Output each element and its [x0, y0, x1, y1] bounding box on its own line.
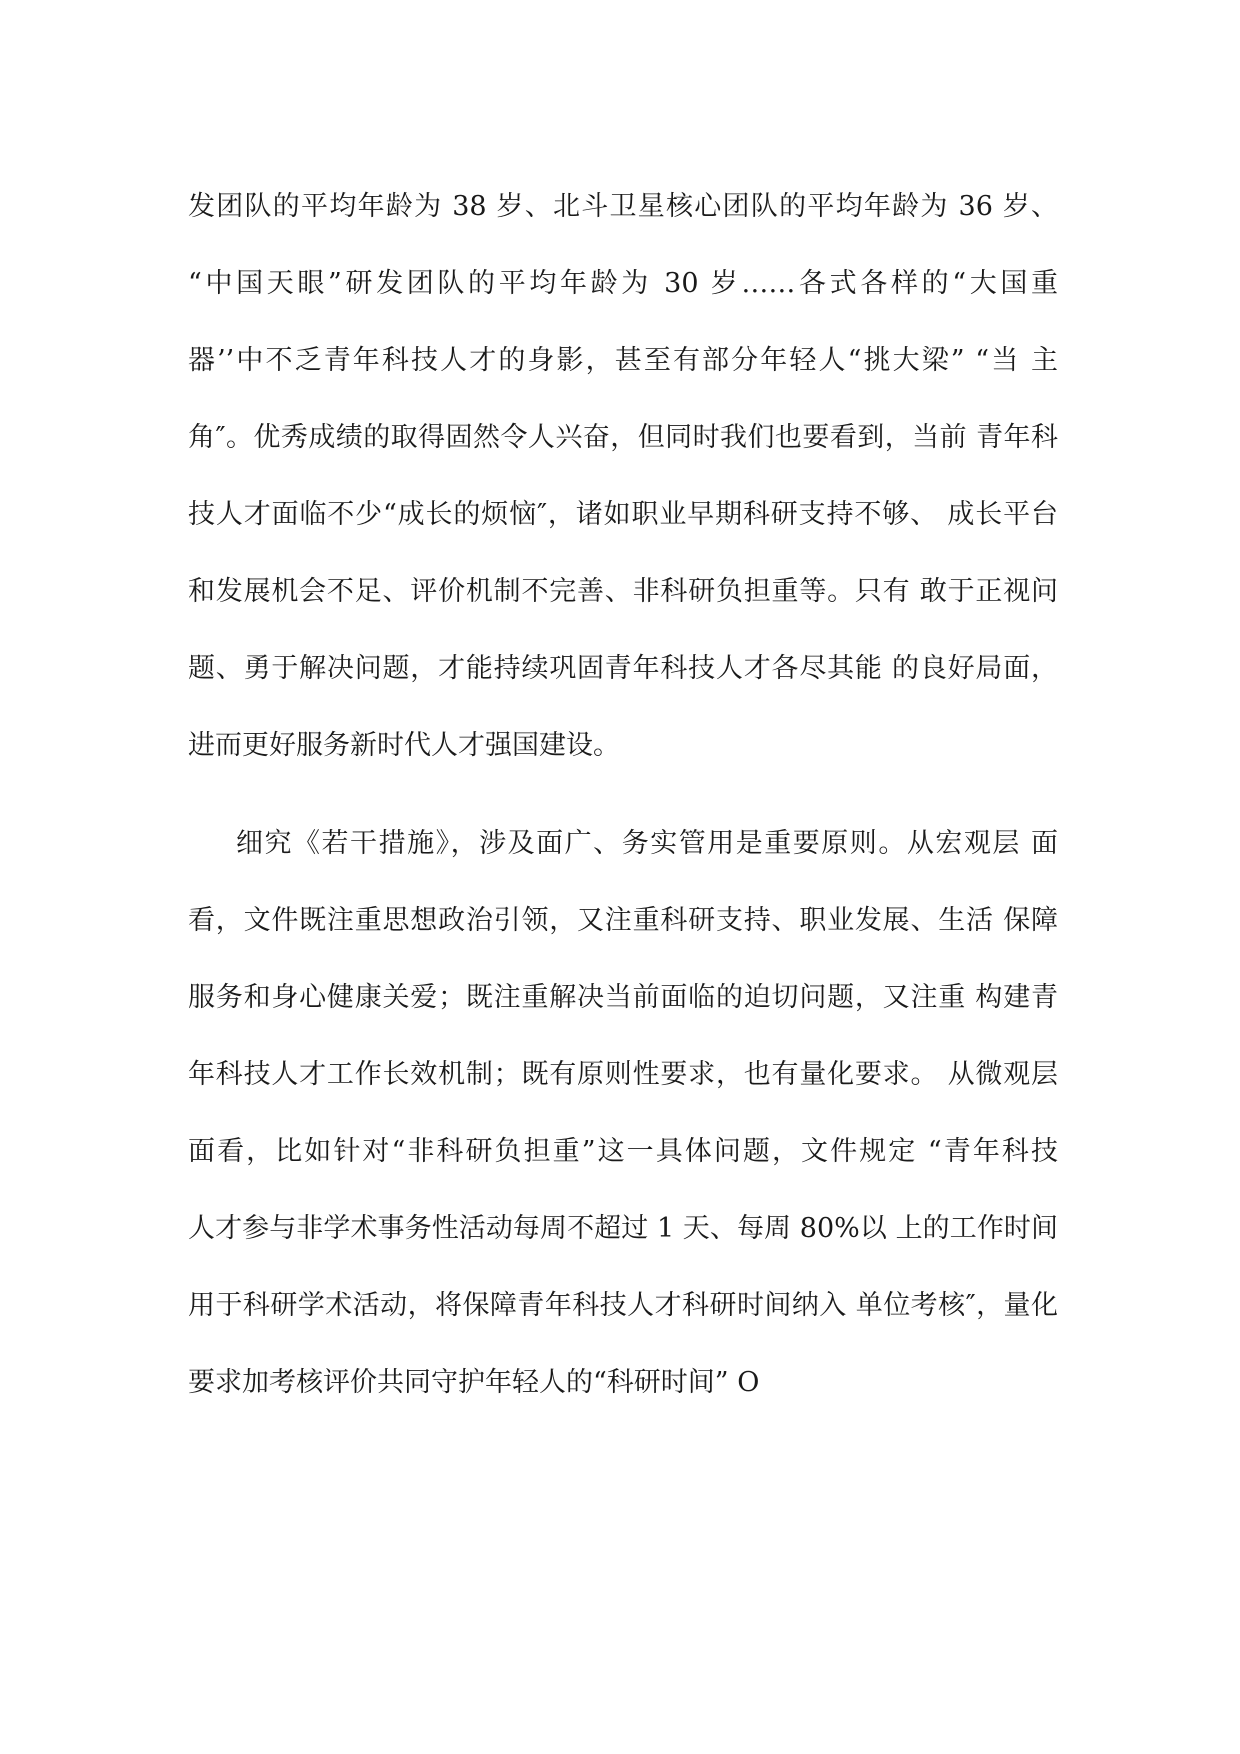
paragraph-2-line-1: 细究《若干措施》，涉及面广、务实管用是重要原则。从宏观层 面 — [236, 828, 1058, 859]
paragraph-2-line-7: 用于科研学术活动，将保障青年科技人才科研时间纳入 单位考核″，量化 — [188, 1290, 1058, 1321]
paragraph-2-line-6: 人才参与非学术事务性活动每周不超过 1 天、每周 80%以 上的工作时间 — [188, 1213, 1058, 1244]
paragraph-1-line-4: 角″。优秀成绩的取得固然令人兴奋，但同时我们也要看到，当前 青年科 — [188, 422, 1058, 453]
paragraph-2-line-5: 面看，比如针对“非科研负担重”这一具体问题，文件规定 “青年科技 — [188, 1136, 1058, 1167]
paragraph-2-line-4: 年科技人才工作长效机制；既有原则性要求，也有量化要求。 从微观层 — [188, 1059, 1058, 1090]
paragraph-2-line-2: 看，文件既注重思想政治引领，又注重科研支持、职业发展、生活 保障 — [188, 905, 1058, 936]
paragraph-1-line-2: “中国天眼”研发团队的平均年龄为 30 岁……各式各样的“大国重 — [188, 268, 1058, 299]
paragraph-1-line-5: 技人才面临不少“成长的烦恼″，诸如职业早期科研支持不够、 成长平台 — [188, 499, 1058, 530]
paragraph-1-line-8: 进而更好服务新时代人才强国建设。 — [188, 730, 620, 761]
paragraph-1-line-7: 题、勇于解决问题，才能持续巩固青年科技人才各尽其能 的良好局面， — [188, 653, 1058, 684]
paragraph-1-line-6: 和发展机会不足、评价机制不完善、非科研负担重等。只有 敢于正视问 — [188, 576, 1058, 607]
paragraph-1-line-1: 发团队的平均年龄为 38 岁、北斗卫星核心团队的平均年龄为 36 岁、 — [188, 191, 1058, 222]
paragraph-2-line-8: 要求加考核评价共同守护年轻人的“科研时间” O — [188, 1367, 760, 1398]
paragraph-1-line-3: 器’’中不乏青年科技人才的身影，甚至有部分年轻人“挑大梁” “当 主 — [188, 345, 1058, 376]
paragraph-2-line-3: 服务和身心健康关爱；既注重解决当前面临的迫切问题，又注重 构建青 — [188, 982, 1058, 1013]
